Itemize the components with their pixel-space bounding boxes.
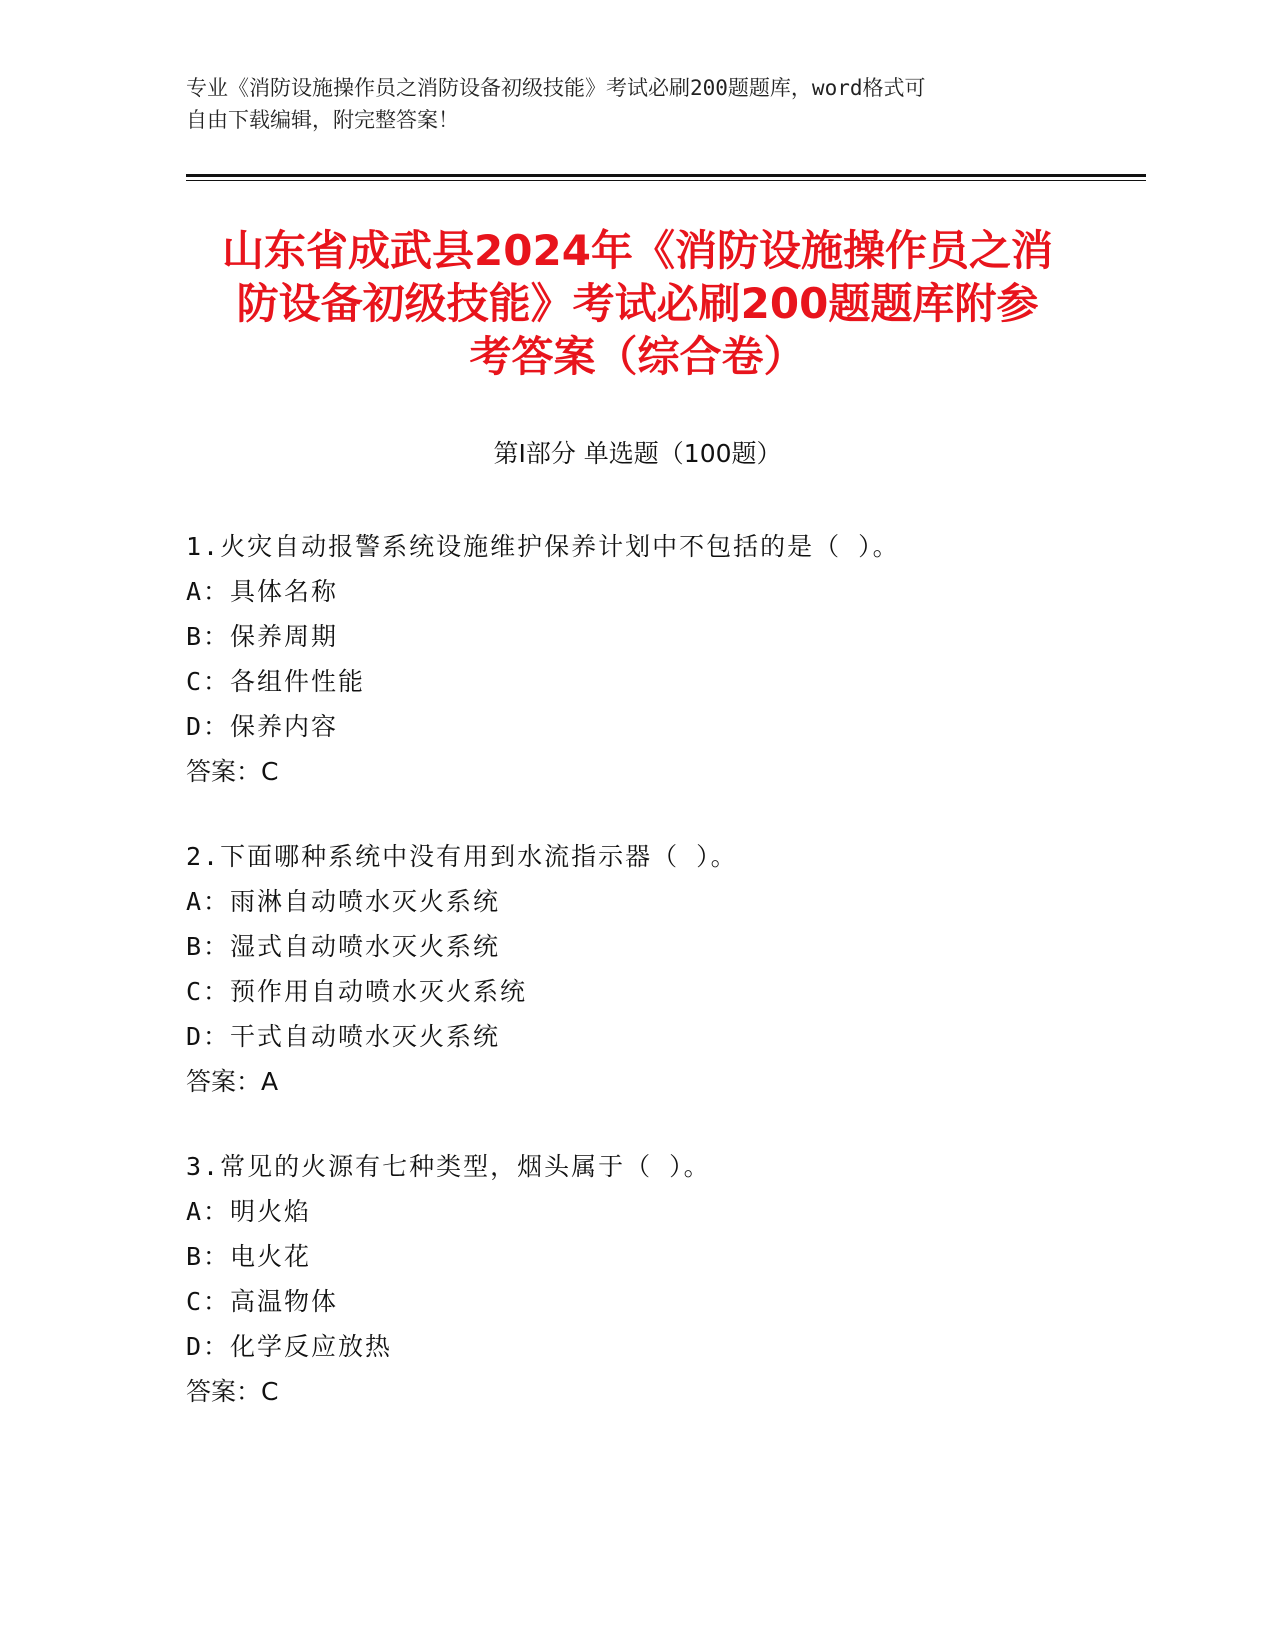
document-title-line-2: 防设备初级技能》考试必刷200题题库附参	[236, 279, 1039, 328]
option-c: C：预作用自动喷水灭火系统	[186, 977, 528, 1006]
question-stem: 1.火灾自动报警系统设施维护保养计划中不包括的是（ ）。	[186, 532, 900, 561]
question-1	[186, 524, 1136, 794]
option-c: C：高温物体	[186, 1287, 339, 1316]
answer: 答案：C	[186, 1377, 279, 1406]
question-3	[186, 1144, 1136, 1414]
question-2	[186, 834, 1136, 1104]
header-divider-thick	[186, 174, 1146, 177]
document-title	[150, 224, 1125, 383]
option-a: A：明火焰	[186, 1197, 312, 1226]
question-list	[186, 524, 1136, 1454]
header-divider-thin	[186, 180, 1146, 181]
header-note-line-1: 专业《消防设施操作员之消防设备初级技能》考试必刷200题题库，word格式可	[186, 76, 926, 100]
question-stem: 2.下面哪种系统中没有用到水流指示器（ ）。	[186, 842, 738, 871]
section-title: 第Ⅰ部分 单选题（100题）	[493, 439, 782, 468]
question-stem: 3.常见的火源有七种类型，烟头属于（ ）。	[186, 1152, 711, 1181]
document-title-line-3: 考答案（综合卷）	[469, 332, 806, 381]
option-b: B：湿式自动喷水灭火系统	[186, 932, 501, 961]
header-note	[186, 72, 1066, 136]
document-title-line-1: 山东省成武县2024年《消防设施操作员之消	[222, 226, 1053, 275]
option-a: A：雨淋自动喷水灭火系统	[186, 887, 501, 916]
answer: 答案：A	[186, 1067, 279, 1096]
header-note-line-2: 自由下载编辑，附完整答案！	[186, 108, 459, 132]
answer: 答案：C	[186, 757, 279, 786]
option-b: B：电火花	[186, 1242, 312, 1271]
option-d: D：保养内容	[186, 712, 339, 741]
option-b: B：保养周期	[186, 622, 339, 651]
option-a: A：具体名称	[186, 577, 339, 606]
option-c: C：各组件性能	[186, 667, 366, 696]
option-d: D：干式自动喷水灭火系统	[186, 1022, 501, 1051]
option-d: D：化学反应放热	[186, 1332, 393, 1361]
